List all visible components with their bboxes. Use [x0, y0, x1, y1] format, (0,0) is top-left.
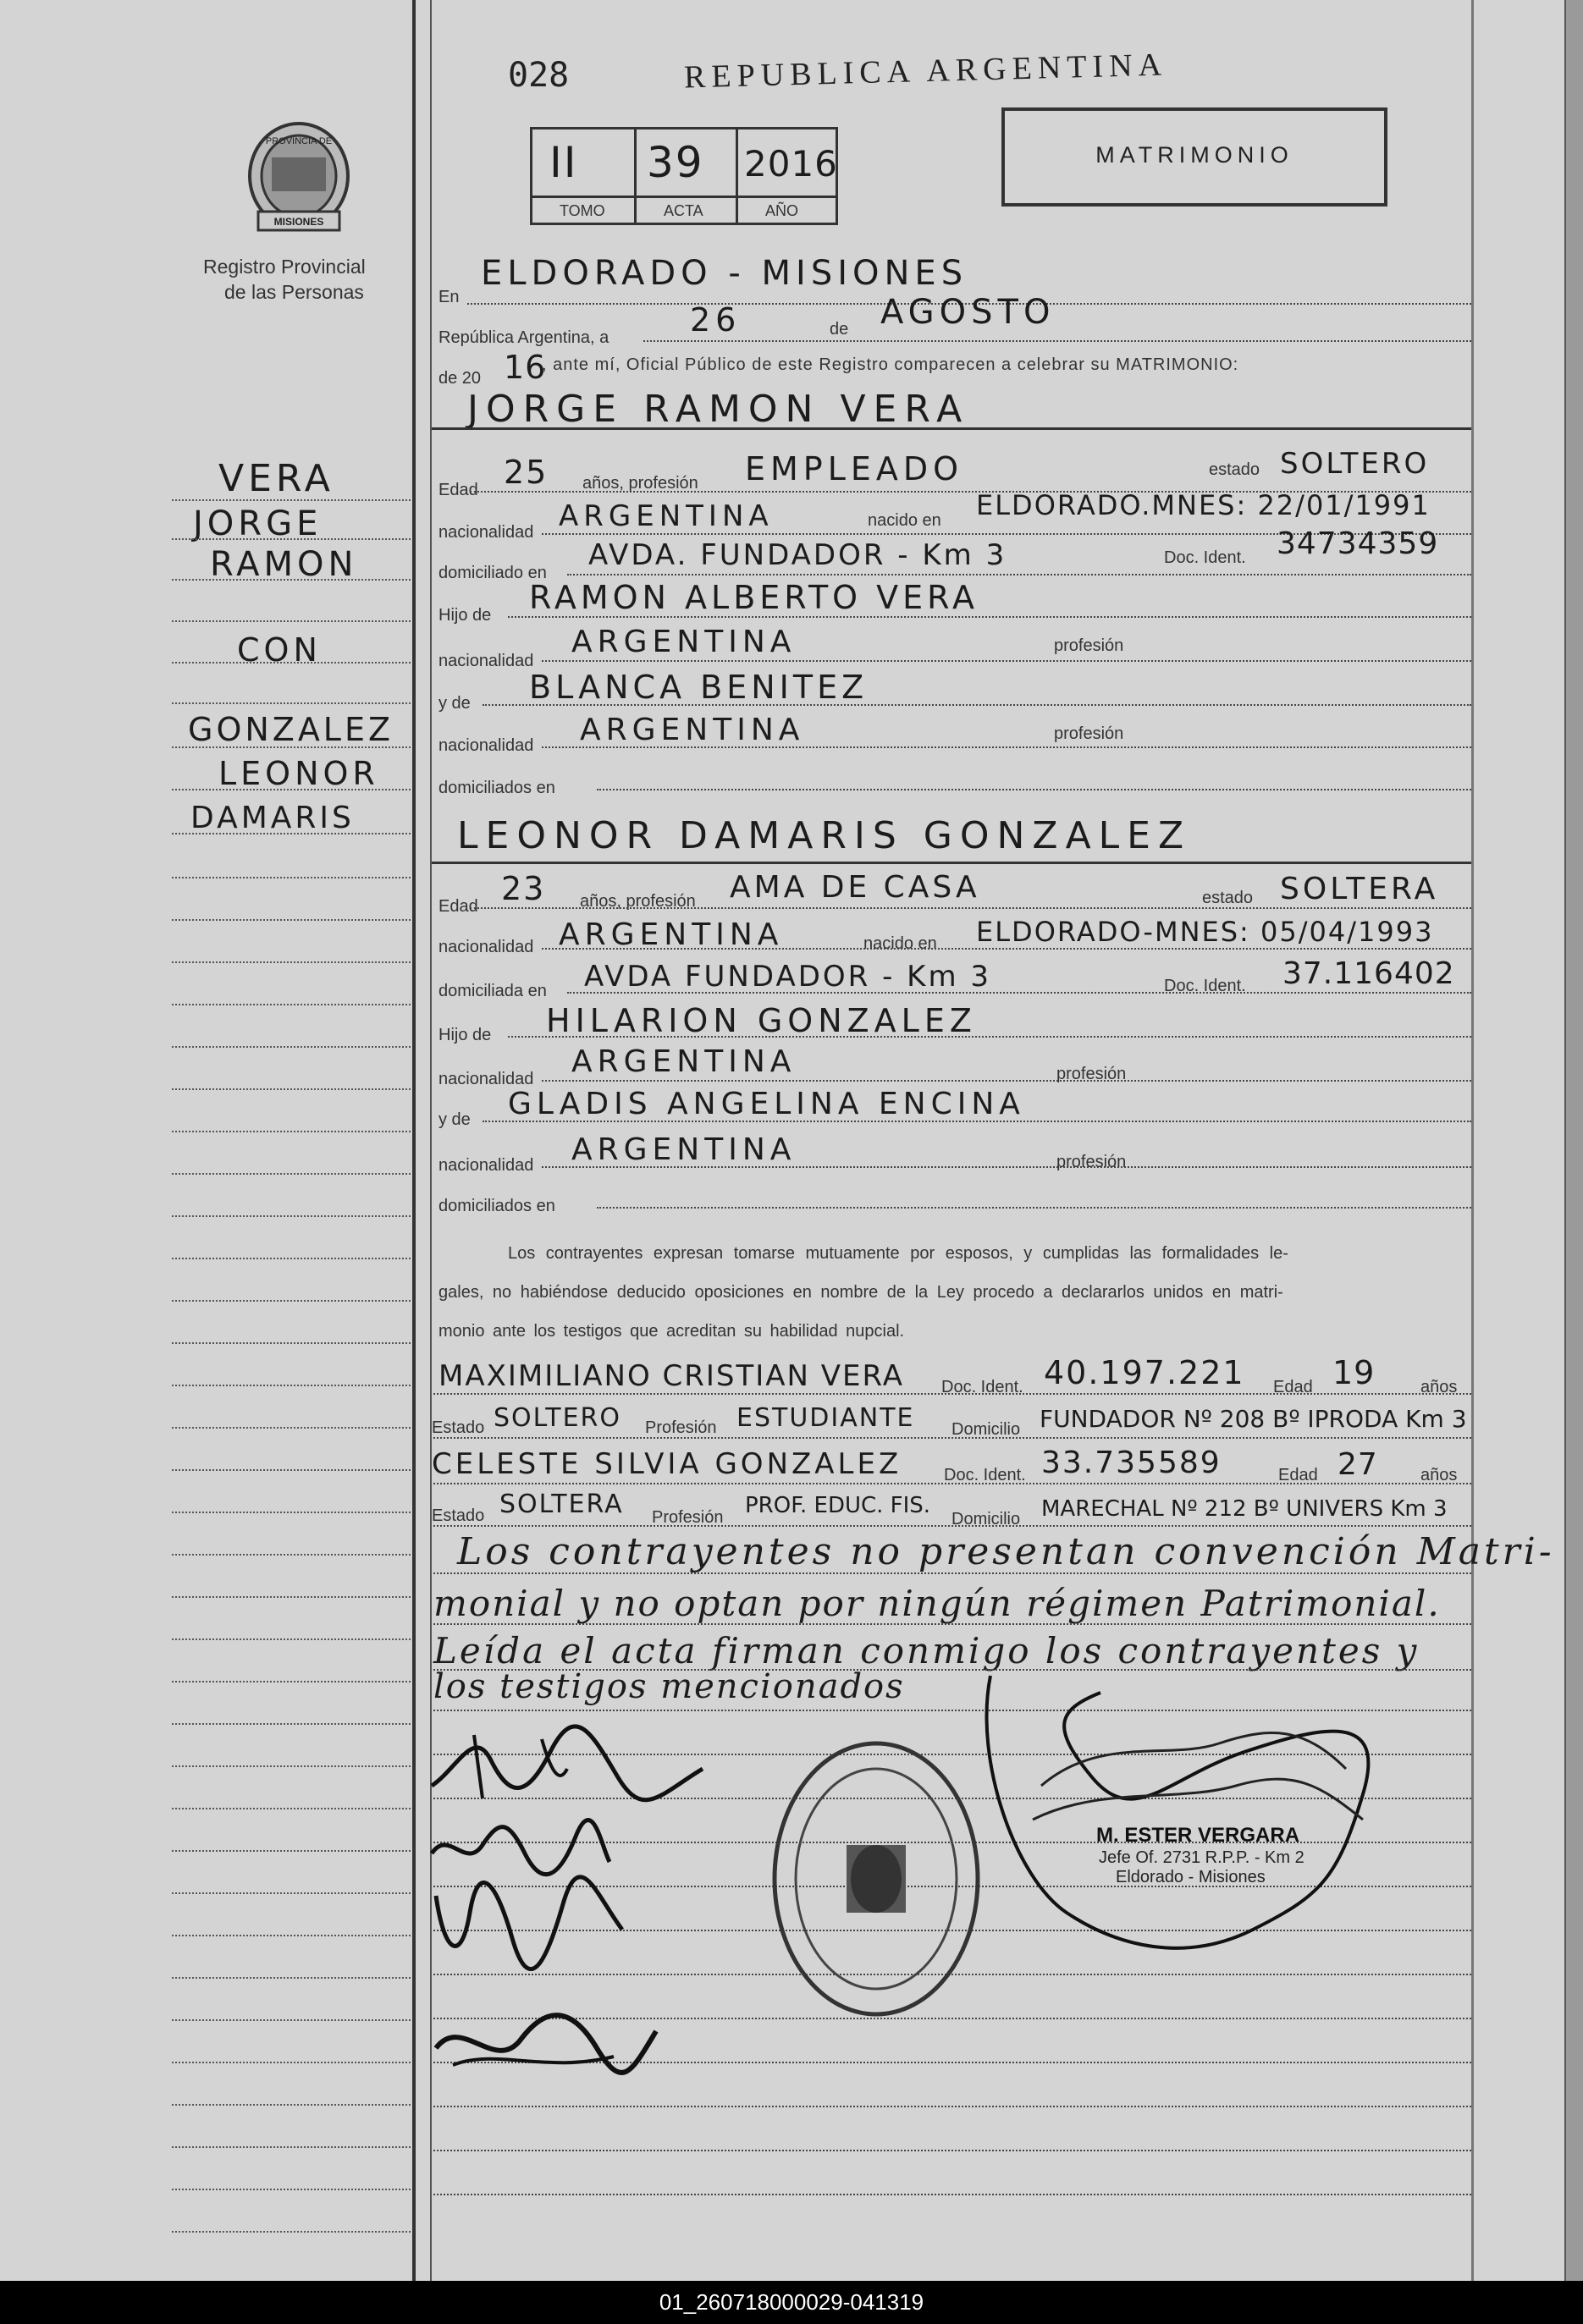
groom-doc-value: 34734359: [1277, 526, 1439, 561]
declaration-line-2: gales, no habiéndose deducido oposiciones en nombre de la Ley procedo a declararlos unidos en matri-: [438, 1283, 1283, 1302]
country-title: REPUBLICA ARGENTINA: [683, 47, 1168, 96]
bride-edad-value: 23: [501, 870, 546, 907]
notes-line-2: monial y no optan por ningún régimen Patrimonial.: [433, 1583, 1441, 1624]
groom-domiciliados-label: domiciliados en: [438, 779, 555, 797]
groom-father-value: RAMON ALBERTO VERA: [529, 579, 979, 616]
bride-hijo-label: Hijo de: [438, 1026, 492, 1044]
groom-mother-nac-label: nacionalidad: [438, 736, 534, 755]
republica-label: República Argentina, a: [438, 328, 609, 347]
witness1-profesion-value: ESTUDIANTE: [736, 1403, 915, 1433]
bride-estado-value: SOLTERA: [1280, 872, 1439, 906]
officer-place: Eldorado - Misiones: [1116, 1868, 1266, 1886]
groom-father-nac-label: nacionalidad: [438, 652, 534, 670]
witness2-prof-label: Profesión: [652, 1508, 724, 1527]
document-number: 028: [508, 56, 570, 95]
witness2-anos-label: años: [1420, 1466, 1458, 1484]
bride-mother-nac-value: ARGENTINA: [571, 1132, 797, 1167]
witness2-signature: [427, 1997, 665, 2090]
place-value: ELDORADO - MISIONES: [481, 254, 968, 293]
registry-name-line2: de las Personas: [224, 281, 364, 303]
groom-nacido-value: ELDORADO.MNES: 22/01/1991: [976, 489, 1431, 521]
witness2-edad-value: 27: [1338, 1447, 1378, 1482]
witness1-name: MAXIMILIANO CRISTIAN VERA: [438, 1359, 905, 1393]
groom-estado-label: estado: [1209, 460, 1260, 479]
officer-name: M. ESTER VERGARA: [1096, 1824, 1300, 1847]
groom-hijo-label: Hijo de: [438, 606, 492, 625]
bride-full-name: LEONOR DAMARIS GONZALEZ: [457, 814, 1192, 857]
witness2-profesion-value: PROF. EDUC. FIS.: [745, 1493, 931, 1518]
record-type-box: [1001, 107, 1387, 207]
witness2-estado-value: SOLTERA: [499, 1490, 624, 1519]
margin-rule: [412, 0, 416, 2281]
groom-profesion-value: EMPLEADO: [745, 450, 964, 487]
groom-doc-label: Doc. Ident.: [1164, 548, 1246, 567]
witness2-dom-label: Domicilio: [951, 1510, 1021, 1528]
notes-line-3: Leída el acta firman conmigo los contrayentes y: [433, 1630, 1420, 1671]
groom-domicilio-value: AVDA. FUNDADOR - Km 3: [588, 538, 1007, 572]
witness2-estado-label: Estado: [432, 1506, 485, 1525]
year-suffix-value: 16: [504, 349, 547, 386]
witness2-doc-value: 33.735589: [1041, 1446, 1222, 1480]
witness2-doc-label: Doc. Ident.: [944, 1466, 1026, 1484]
bride-father-prof-label: profesión: [1056, 1065, 1127, 1083]
en-label: En: [438, 288, 460, 306]
bride-edad-label: Edad: [438, 897, 478, 916]
bride-nacido-label: nacido en: [863, 934, 937, 953]
record-type-label: MATRIMONIO: [1095, 142, 1293, 168]
bride-father-value: HILARION GONZALEZ: [546, 1002, 977, 1039]
witness2-name: CELESTE SILVIA GONZALEZ: [432, 1447, 902, 1481]
bride-doc-value: 37.116402: [1282, 956, 1455, 991]
declaration-line-1: Los contrayentes expresan tomarse mutuamente por esposos, y cumplidas las formalidades le-: [508, 1244, 1288, 1263]
anio-label: AÑO: [765, 202, 799, 219]
groom-yde-label: y de: [438, 694, 471, 713]
page-edge: [1564, 0, 1583, 2281]
bride-doc-label: Doc. Ident.: [1164, 977, 1246, 995]
bride-mother-value: GLADIS ANGELINA ENCINA: [508, 1087, 1025, 1121]
witness1-domicilio-value: FUNDADOR Nº 208 Bº IPRODA Km 3: [1040, 1405, 1467, 1433]
witness1-doc-value: 40.197.221: [1044, 1354, 1245, 1391]
bride-yde-label: y de: [438, 1110, 471, 1129]
groom-mother-nac-value: ARGENTINA: [580, 713, 805, 747]
groom-full-name: JORGE RAMON VERA: [467, 388, 970, 431]
witness1-edad-value: 19: [1332, 1354, 1376, 1391]
tomo-label: TOMO: [560, 202, 605, 219]
de-label: de: [830, 320, 849, 339]
tomo-value: II: [549, 138, 578, 187]
margin-bride-first: LEONOR: [218, 755, 379, 792]
officer-signature: [965, 1659, 1388, 1980]
groom-mother-prof-label: profesión: [1054, 724, 1124, 743]
footer-image-id: 01_260718000029-041319: [0, 2281, 1583, 2324]
bride-nacionalidad-label: nacionalidad: [438, 938, 534, 956]
bride-father-nac-label: nacionalidad: [438, 1070, 534, 1088]
official-round-stamp: [766, 1735, 986, 2023]
groom-signature: [423, 1718, 720, 1811]
notes-line-4: los testigos mencionados: [433, 1667, 905, 1706]
groom-father-prof-label: profesión: [1054, 636, 1124, 655]
margin-second-name: RAMON: [210, 545, 358, 584]
bride-nacionalidad-value: ARGENTINA: [559, 917, 784, 952]
groom-edad-label: Edad: [438, 481, 478, 499]
bride-domicilio-value: AVDA FUNDADOR - Km 3: [584, 960, 992, 994]
groom-mother-value: BLANCA BENITEZ: [529, 669, 869, 706]
officer-title: Jefe Of. 2731 R.P.P. - Km 2: [1099, 1848, 1304, 1867]
groom-nacido-label: nacido en: [868, 511, 941, 530]
margin-bride-second: DAMARIS: [190, 801, 355, 835]
right-edge-rule: [1471, 0, 1474, 2281]
groom-domicilio-label: domiciliado en: [438, 564, 547, 582]
witness2-domicilio-value: MARECHAL Nº 212 Bº UNIVERS Km 3: [1041, 1496, 1448, 1522]
bride-mother-nac-label: nacionalidad: [438, 1156, 534, 1175]
groom-father-nac-value: ARGENTINA: [571, 625, 797, 659]
margin-first-name: JORGE: [193, 504, 323, 543]
margin-bride-surname: GONZALEZ: [188, 711, 394, 748]
witness1-estado-label: Estado: [432, 1418, 485, 1437]
witness1-estado-value: SOLTERO: [494, 1403, 621, 1433]
margin-surname: VERA: [218, 457, 334, 500]
margin-con: CON: [237, 631, 322, 669]
witness1-signature: [427, 1870, 631, 1972]
groom-estado-value: SOLTERO: [1280, 447, 1430, 481]
witness1-anos-label: años: [1420, 1378, 1458, 1396]
bride-domiciliados-label: domiciliados en: [438, 1197, 555, 1215]
bride-estado-label: estado: [1202, 889, 1254, 907]
anio-value: 2016: [744, 143, 838, 184]
bride-nacido-value: ELDORADO-MNES: 05/04/1993: [976, 916, 1434, 948]
declaration-line-3: monio ante los testigos que acreditan su habilidad nupcial.: [438, 1322, 905, 1341]
witness1-doc-label: Doc. Ident.: [941, 1378, 1023, 1396]
groom-nacionalidad-label: nacionalidad: [438, 523, 534, 542]
day-value: 26: [690, 301, 742, 339]
year-prefix: de 20: [438, 369, 482, 388]
groom-nacionalidad-value: ARGENTINA: [559, 499, 774, 533]
acta-value: 39: [647, 138, 704, 187]
tomo-acta-anio-box: [530, 127, 838, 225]
bride-anos-profesion-label: años, profesión: [580, 892, 696, 911]
witness2-edad-label: Edad: [1278, 1466, 1318, 1484]
emblem-top-text: PROVINCIA DE: [265, 136, 333, 146]
bride-domicilio-label: domiciliada en: [438, 982, 547, 1000]
witness1-edad-label: Edad: [1273, 1378, 1313, 1396]
groom-edad-value: 25: [504, 454, 549, 491]
witness1-prof-label: Profesión: [645, 1418, 717, 1437]
bride-father-nac-value: ARGENTINA: [571, 1044, 797, 1079]
bride-profesion-value: AMA DE CASA: [730, 870, 980, 905]
registry-name-line1: Registro Provincial: [203, 256, 366, 278]
groom-anos-profesion-label: años, profesión: [582, 474, 698, 493]
acta-label: ACTA: [664, 202, 703, 219]
notes-line-1: Los contrayentes no presentan convención Matri-: [457, 1530, 1555, 1573]
emblem-banner-text: MISIONES: [273, 216, 324, 228]
bride-mother-prof-label: profesión: [1056, 1153, 1127, 1171]
province-emblem: [240, 117, 358, 244]
intro-sentence: , ante mí, Oficial Público de este Registro comparecen a celebrar su MATRIMONIO:: [542, 355, 1239, 374]
month-value: AGOSTO: [880, 293, 1056, 332]
witness1-dom-label: Domicilio: [951, 1420, 1021, 1439]
